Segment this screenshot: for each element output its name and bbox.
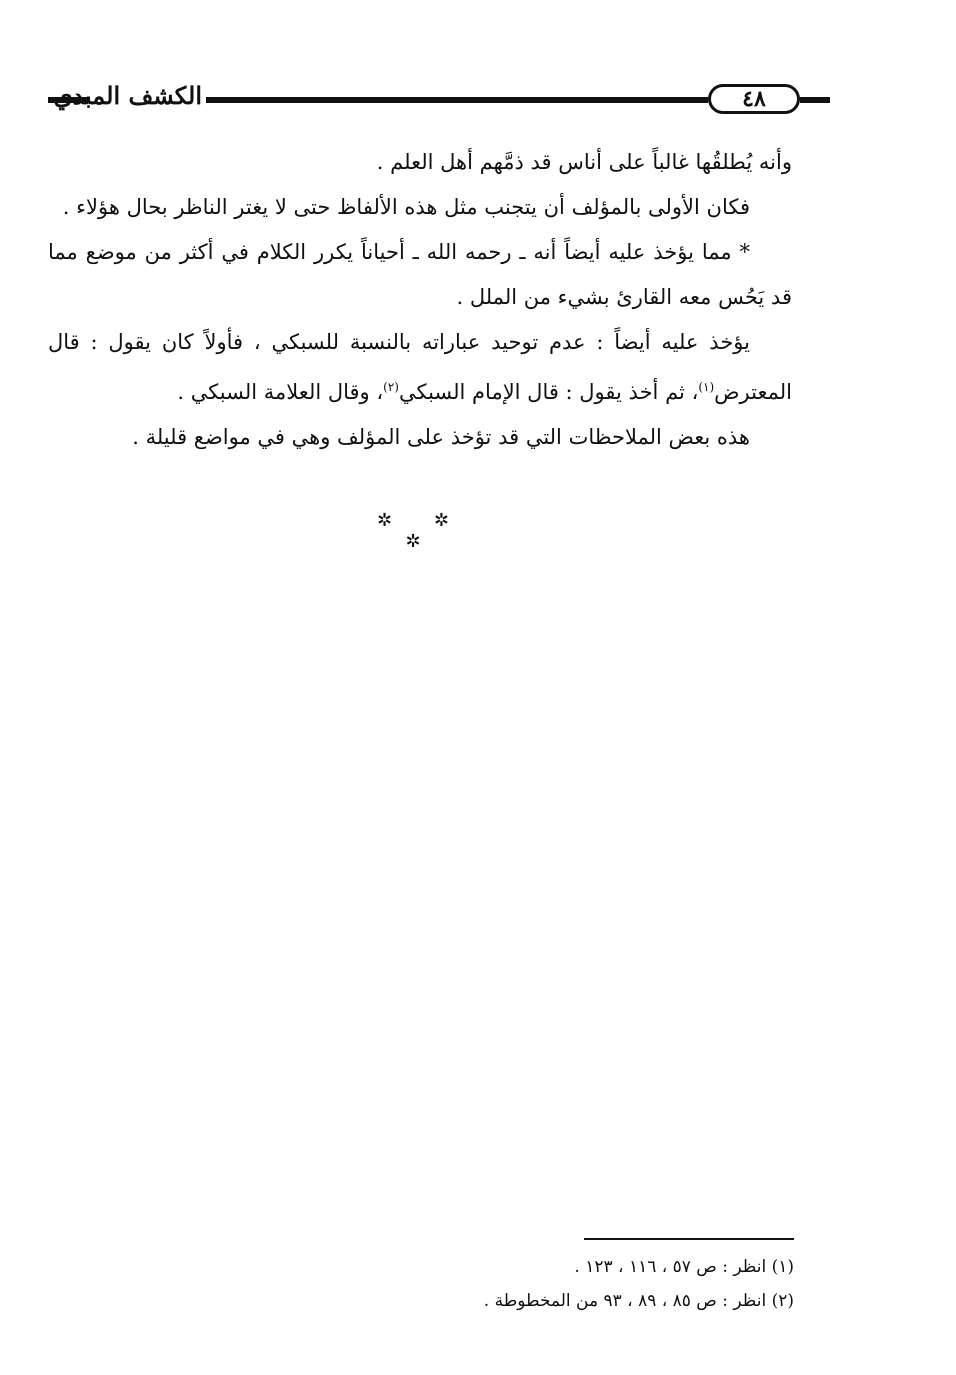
paragraph-3: * مما يؤخذ عليه أيضاً أنه ـ رحمه الله ـ أحياناً يكرر الكلام في أكثر من موضع مما قد يَحُس معه القارئ بشيء من الملل . — [48, 240, 792, 309]
paragraph-2: فكان الأولى بالمؤلف أن يتجنب مثل هذه الألفاظ حتى لا يغتر الناظر بحال هؤلاء . — [62, 195, 750, 219]
footnotes — [300, 1250, 794, 1318]
paragraph-4-part-1: يؤخذ عليه أيضاً : عدم توحيد عباراته بالنسبة للسبكي ، فأولاً كان يقول : قال المعترض — [48, 330, 792, 404]
book-title: الكشف المبدي — [53, 81, 202, 110]
footnote-ref-1: (١) — [698, 380, 715, 394]
header-rule — [206, 97, 708, 103]
header-rule-right — [800, 97, 830, 103]
footnote-2: (٢) انظر : ص ٨٥ ، ٨٩ ، ٩٣ من المخطوطة . — [483, 1291, 794, 1311]
footnote-rule — [584, 1238, 794, 1240]
page-header — [40, 76, 800, 122]
page-number — [708, 84, 800, 114]
section-separator: ✲ ✲ ✲ — [377, 510, 467, 552]
main-text — [48, 140, 792, 460]
paragraph-4-part-2: ، ثم أخذ يقول : قال الإمام السبكي — [398, 380, 699, 404]
paragraph-5: هذه بعض الملاحظات التي قد تؤخذ على المؤلف وهي في مواضع قليلة . — [132, 425, 750, 449]
paragraph-4-part-3: ، وقال العلامة السبكي . — [177, 380, 384, 404]
footnote-ref-2: (٢) — [383, 380, 399, 394]
paragraph-4 — [48, 320, 792, 415]
footnote-1: (١) انظر : ص ٥٧ ، ١١٦ ، ١٢٣ . — [574, 1257, 794, 1277]
page-number-text: ٤٨ — [742, 86, 766, 112]
paragraph-1: وأنه يُطلقُها غالباً على أناس قد ذمَّهم أهل العلم . — [376, 150, 792, 174]
